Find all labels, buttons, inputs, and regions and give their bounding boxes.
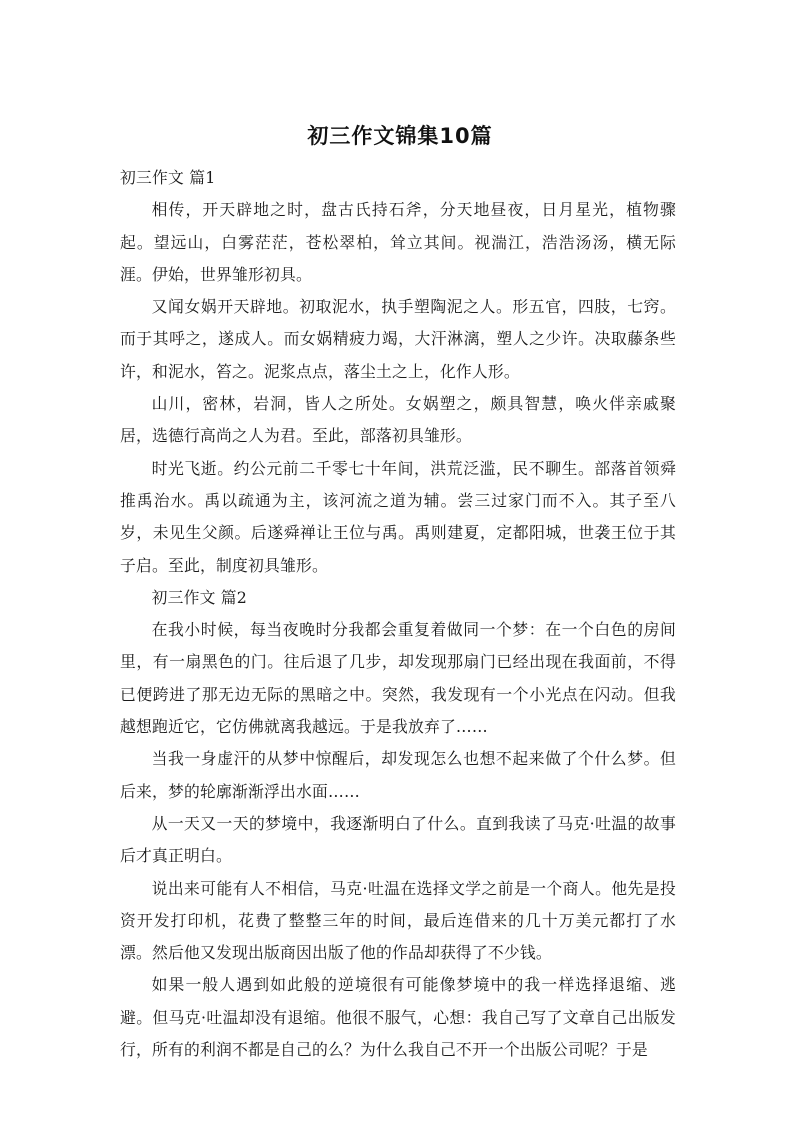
paragraph: 时光飞逝。约公元前二千零七十年间，洪荒泛滥，民不聊生。部落首领舜推禹治水。禹以疏通为主，该河流之道为辅。尝三过家门而不入。其子至八岁，未见生父颜。后遂舜禅让王位与禹。禹则建夏，定都阳城，世袭王位于其子启。至此，制度初具雏形。: [120, 458, 676, 575]
paragraph: 在我小时候，每当夜晚时分我都会重复着做同一个梦：在一个白色的房间里，有一扇黑色的门。往后退了几步，却发现那扇门已经出现在我面前，不得已便跨进了那无边无际的黑暗之中。突然，我发现有一个小光点在闪动。但我越想跑近它，它仿佛就离我越远。于是我放弃了……: [120, 620, 676, 737]
document-body: [120, 162, 676, 1066]
paragraph: 从一天又一天的梦境中，我逐渐明白了什么。直到我读了马克·吐温的故事后才真正明白。: [120, 813, 676, 866]
paragraph: 山川，密林，岩洞，皆人之所处。女娲塑之，颇具智慧，唤火伴亲戚聚居，选德行高尚之人为君。至此，部落初具雏形。: [120, 394, 676, 446]
section-heading: 初三作文 篇1: [120, 168, 216, 187]
paragraph: 说出来可能有人不相信，马克·吐温在选择文学之前是一个商人。他先是投资开发打印机，花费了整整三年的时间，最后连借来的几十万美元都打了水漂。然后他又发现出版商因出版了他的作品却获得了不少钱。: [120, 878, 676, 963]
paragraph: 又闻女娲开天辟地。初取泥水，执手塑陶泥之人。形五官，四肢，七窍。而于其呼之，遂成人。而女娲精疲力竭，大汗淋漓，塑人之少许。决取藤条些许，和泥水，笞之。泥浆点点，落尘土之上，化作人形。: [120, 297, 676, 381]
paragraph: 相传，开天辟地之时，盘古氏持石斧，分天地昼夜，日月星光，植物骤起。望远山，白雾茫茫，苍松翠柏，耸立其间。视湍江，浩浩汤汤，横无际涯。伊始，世界雏形初具。: [120, 200, 676, 284]
paragraph: 当我一身虚汗的从梦中惊醒后，却发现怎么也想不起来做了个什么梦。但后来，梦的轮廓渐渐浮出水面……: [120, 749, 676, 801]
section-heading: 初三作文 篇2: [151, 587, 248, 607]
paragraph: 如果一般人遇到如此般的逆境很有可能像梦境中的我一样选择退缩、逃避。但马克·吐温却没有退缩。他很不服气，心想：我自己写了文章自己出版发行，所有的利润不都是自己的么？为什么我自己不开一个出版公司呢？于是: [120, 975, 676, 1060]
document-title: 初三作文锦集10篇: [307, 124, 493, 148]
